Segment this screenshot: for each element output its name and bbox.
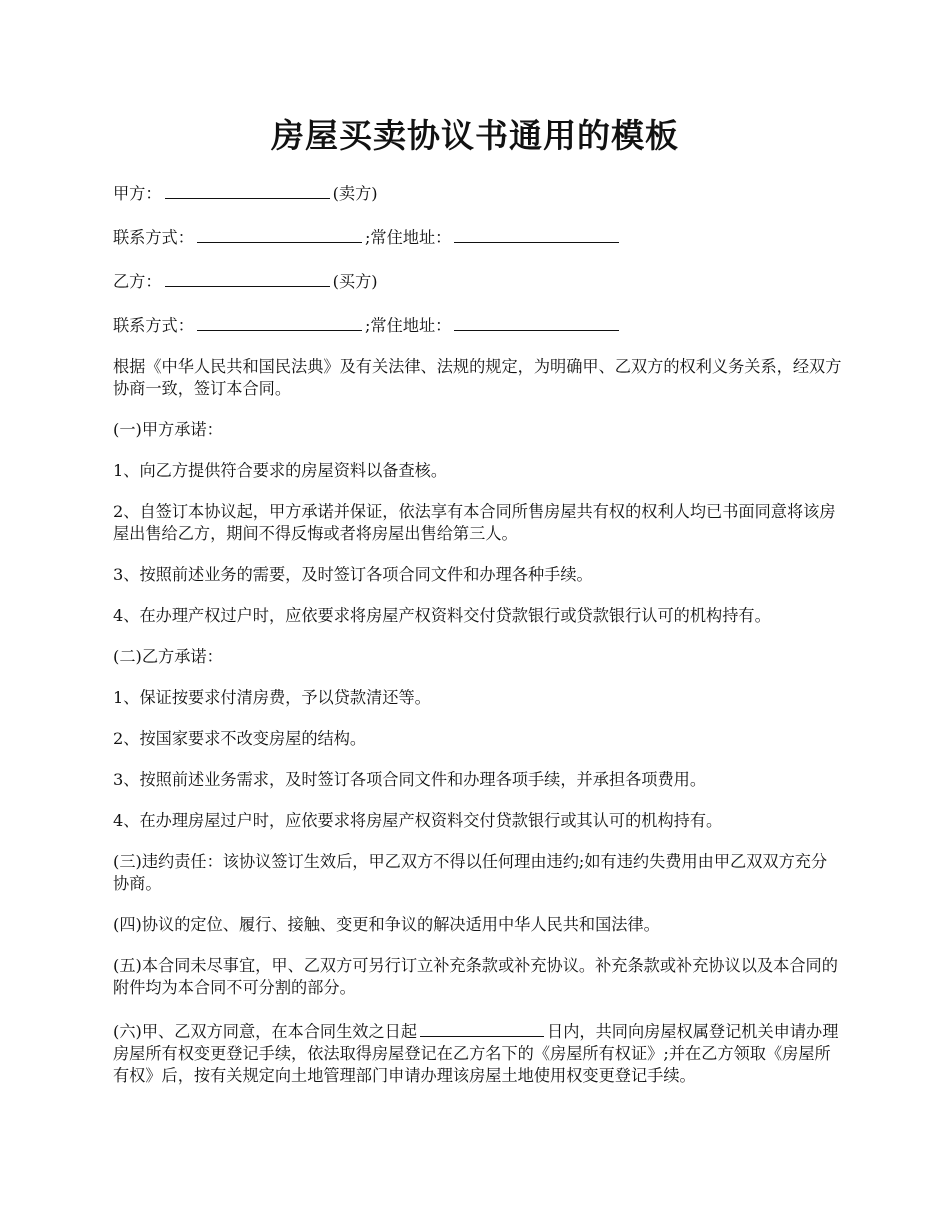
- party-b-label: 乙方：: [113, 272, 162, 291]
- party-b-contact-blank: [197, 312, 362, 331]
- section1-item: 3、按照前述业务的需要，及时签订各项合同文件和办理各种手续。: [113, 565, 593, 584]
- party-b-role: (买方): [332, 272, 378, 291]
- party-a-line: [113, 180, 843, 205]
- document-title: 房屋买卖协议书通用的模板: [271, 116, 679, 155]
- party-a-contact-label: 联系方式：: [113, 228, 194, 247]
- party-a-name-blank: [165, 180, 330, 199]
- party-b-address-blank: [454, 312, 619, 331]
- party-a-role: (卖方): [332, 184, 378, 203]
- party-b-address-label: ;常住地址：: [364, 316, 452, 335]
- section5-paragraph: (五)本合同未尽事宜，甲、乙双方可另行订立补充条款或补充协议。补充条款或补充协议以及本合同的附件均为本合同不可分割的部分。: [113, 956, 838, 997]
- party-a-address-blank: [454, 224, 619, 243]
- party-a-contact-line: [113, 224, 843, 249]
- section6-text-before: (六)甲、乙双方同意，在本合同生效之日起: [113, 1022, 418, 1041]
- section6-paragraph: [113, 1018, 843, 1087]
- party-b-line: [113, 268, 843, 293]
- party-a-label: 甲方：: [113, 184, 162, 203]
- section3-paragraph: (三)违约责任：该协议签订生效后，甲乙双方不得以任何理由违约;如有违约失费用由甲乙双双方充分协商。: [113, 852, 828, 893]
- section2-item: 2、按国家要求不改变房屋的结构。: [113, 729, 367, 748]
- party-a-contact-blank: [197, 224, 362, 243]
- party-b-contact-line: [113, 312, 843, 337]
- intro-paragraph: 根据《中华人民共和国民法典》及有关法律、法规的规定，为明确甲、乙双方的权利义务关系，经双方协商一致，签订本合同。: [113, 357, 842, 398]
- section1-heading: (一)甲方承诺：: [113, 420, 223, 439]
- section6-text-after: 日内，共同向房屋权属登记机关申请办理房屋所有权变更登记手续，依法取得房屋登记在乙方名下的《房屋所有权证》;并在乙方领取《房屋所有权》后，按有关规定向土地管理部门申请办理该房屋土地使用权变更登记手续。: [113, 1022, 839, 1085]
- section2-item: 1、保证按要求付清房费，予以贷款清还等。: [113, 688, 431, 707]
- section4-paragraph: (四)协议的定位、履行、接触、变更和争议的解决适用中华人民共和国法律。: [113, 915, 660, 934]
- section2-item: 3、按照前述业务需求，及时签订各项合同文件和办理各项手续，并承担各项费用。: [113, 770, 707, 789]
- section1-item: 1、向乙方提供符合要求的房屋资料以备查核。: [113, 461, 448, 480]
- section2-heading: (二)乙方承诺：: [113, 647, 223, 666]
- section6-days-blank: [420, 1018, 544, 1037]
- section1-item: 4、在办理产权过户时，应依要求将房屋产权资料交付贷款银行或贷款银行认可的机构持有。: [113, 606, 771, 625]
- party-b-contact-label: 联系方式：: [113, 316, 194, 335]
- party-b-name-blank: [165, 268, 330, 287]
- section2-item: 4、在办理房屋过户时，应依要求将房屋产权资料交付贷款银行或其认可的机构持有。: [113, 811, 723, 830]
- document-body: [113, 180, 843, 1106]
- party-a-address-label: ;常住地址：: [364, 228, 452, 247]
- section1-item: 2、自签订本协议起，甲方承诺并保证，依法享有本合同所售房屋共有权的权利人均已书面同意将该房屋出售给乙方，期间不得反悔或者将房屋出售给第三人。: [113, 502, 836, 543]
